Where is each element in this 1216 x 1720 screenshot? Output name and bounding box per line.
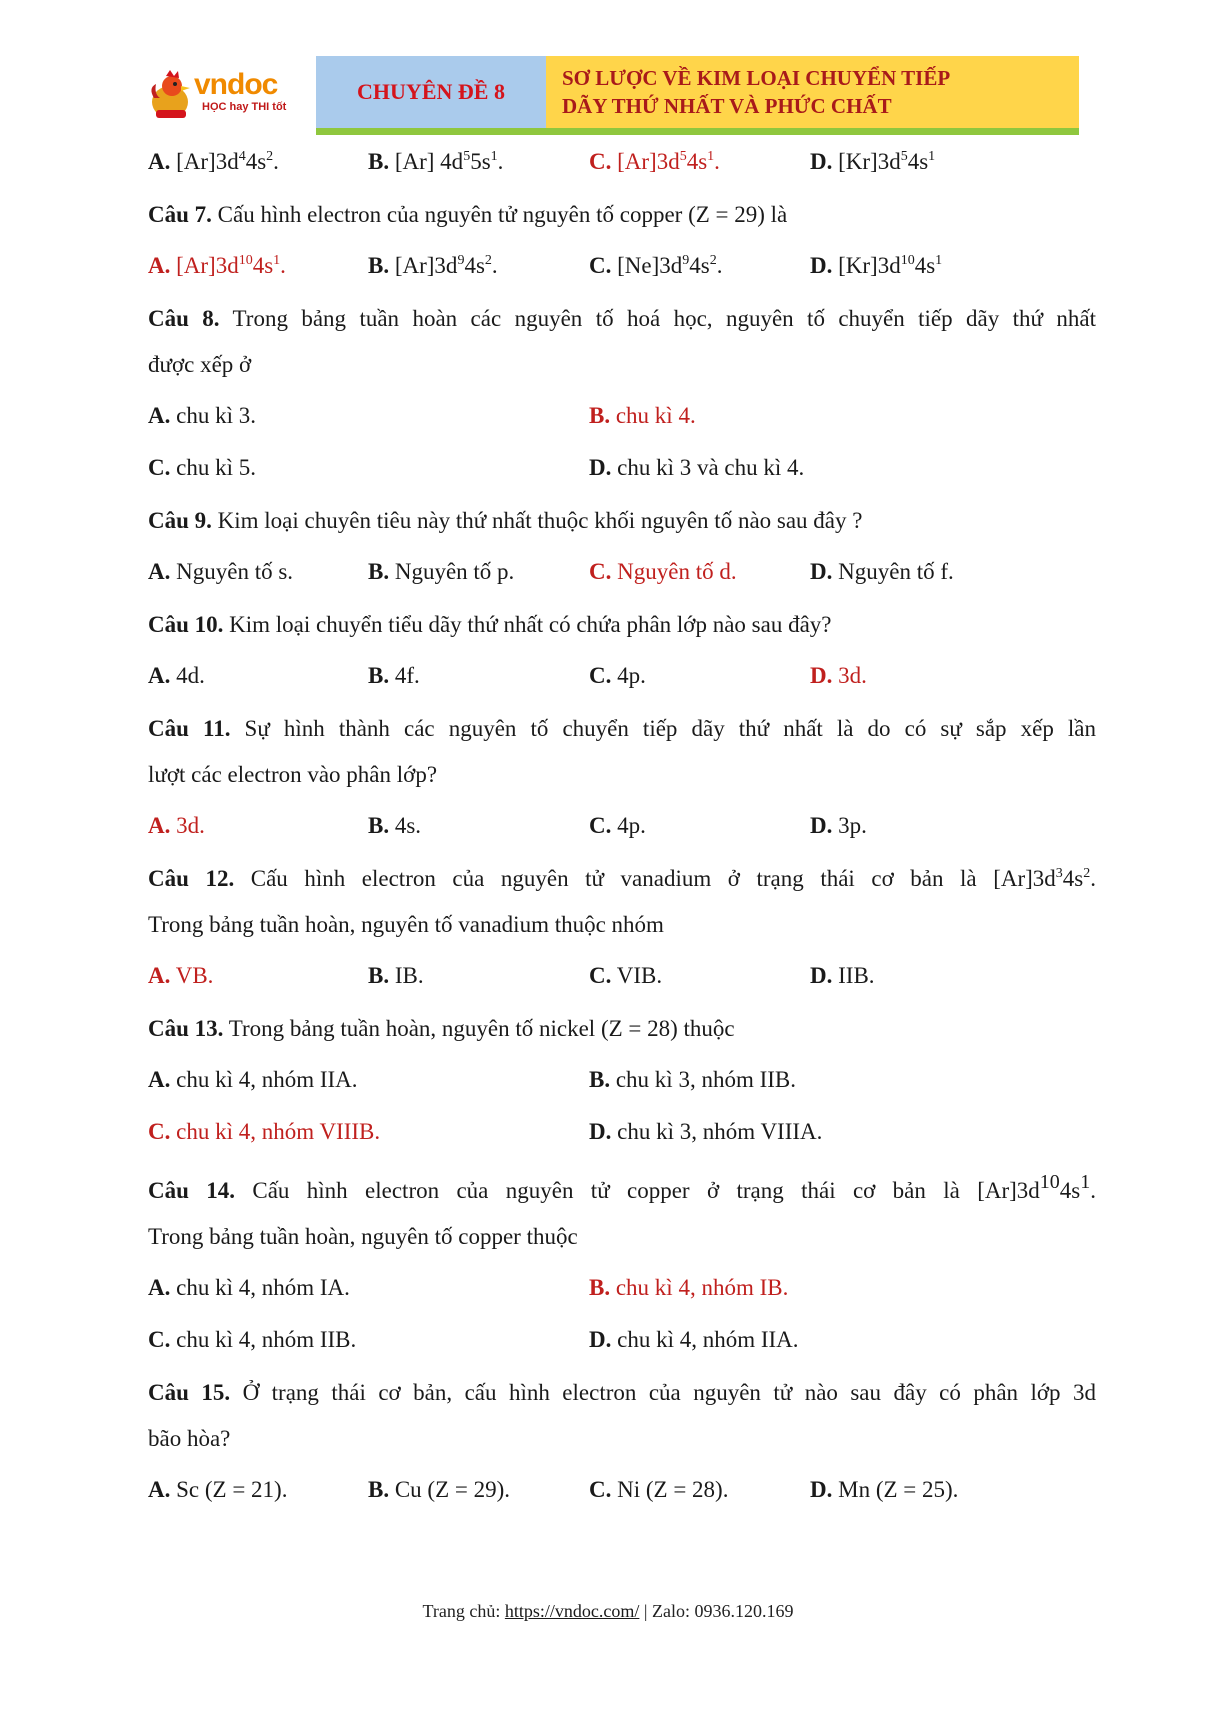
q8-stem-line1: Câu 8. Trong bảng tuần hoàn các nguyên tố hoá học, nguyên tố chuyển tiếp dãy thứ nhất: [148, 306, 1097, 331]
q11-option-b: B. 4s.: [368, 813, 422, 838]
q15-stem-line1: Câu 15. Ở trạng thái cơ bản, cấu hình electron của nguyên tử nào sau đây có phân lớp 3d: [148, 1380, 1096, 1405]
q7-option-c: C. $[Ne]3d^94s^2$.: [589, 253, 723, 278]
q7-option-b: B. $[Ar]3d^94s^2$.: [368, 253, 498, 278]
q15-options: [148, 1468, 1096, 1520]
q8-option-a: A. chu kì 3.: [148, 403, 256, 428]
q8-option-d: D. chu kì 3 và chu kì 4.: [589, 455, 805, 480]
q8-options-row2: [148, 446, 1096, 498]
q15-option-b: B. Cu (Z = 29).: [368, 1477, 511, 1502]
q12-option-c: C. VIB.: [589, 963, 663, 988]
q13-stem: Câu 13. Trong bảng tuần hoàn, nguyên tố nickel (Z = 28) thuộc: [148, 1016, 735, 1041]
q9-option-a: A. Nguyên tố s.: [148, 559, 294, 584]
q8-option-b: B. chu kì 4.: [589, 403, 696, 428]
q6-options: [148, 140, 1096, 192]
q11-options: [148, 804, 1096, 856]
q13-option-c: C. chu kì 4, nhóm VIIIB.: [148, 1119, 381, 1144]
q13-option-d: D. chu kì 3, nhóm VIIIA.: [589, 1119, 823, 1144]
q12-stem-line1: Câu 12. Cấu hình electron của nguyên tử vanadium ở trạng thái cơ bản là $[Ar]3d^34s^2$.: [148, 866, 1096, 891]
q10-stem: Câu 10. Kim loại chuyển tiểu dãy thứ nhất có chứa phân lớp nào sau đây?: [148, 612, 832, 637]
vndoc-logo[interactable]: [146, 56, 314, 136]
chapter-label: CHUYÊN ĐỀ 8: [316, 56, 546, 128]
q15-option-d: D. Mn (Z = 25).: [810, 1477, 959, 1502]
q11-stem-line2: lượt các electron vào phân lớp?: [148, 762, 438, 787]
q12-stem-line2: Trong bảng tuần hoàn, nguyên tố vanadium thuộc nhóm: [148, 912, 664, 937]
q8-stem-line2: được xếp ở: [148, 352, 252, 377]
q7-option-a: A. $[Ar]3d^{10}4s^1$.: [148, 253, 286, 278]
q11-stem-line1: Câu 11. Sự hình thành các nguyên tố chuyển tiếp dãy thứ nhất là do có sự sắp xếp lần: [148, 716, 1097, 741]
q12-option-d: D. IIB.: [810, 963, 875, 988]
q14-option-a: A. chu kì 4, nhóm IA.: [148, 1275, 350, 1300]
q14-option-b: B. chu kì 4, nhóm IB.: [589, 1275, 789, 1300]
rooster-icon: [146, 68, 194, 124]
q15-option-c: C. Ni (Z = 28).: [589, 1477, 729, 1502]
q14-option-c: C. chu kì 4, nhóm IIB.: [148, 1327, 357, 1352]
q10-option-d: D. 3d.: [810, 663, 867, 688]
logo-slogan: HỌC hay THI tốt: [202, 101, 287, 113]
q11-option-d: D. 3p.: [810, 813, 867, 838]
footer-suffix: | Zalo: 0936.120.169: [639, 1601, 794, 1621]
q9-option-d: D. Nguyên tố f.: [810, 559, 954, 584]
q14-options-row1: [148, 1266, 1096, 1318]
q6-option-b: B. [Ar] $4d^55s^1$.: [368, 149, 504, 174]
q6-option-a: A. $[Ar]3d^44s^2$.: [148, 149, 279, 174]
chapter-title-line1: SƠ LƯỢC VỀ KIM LOẠI CHUYỂN TIẾP: [562, 66, 951, 90]
q13-options-row2: [148, 1110, 1096, 1168]
footer-prefix: Trang chủ:: [422, 1601, 505, 1621]
q12-options: [148, 954, 1096, 1006]
q10-option-b: B. 4f.: [368, 663, 420, 688]
q8-option-c: C. chu kì 5.: [148, 455, 256, 480]
q7-options: [148, 244, 1096, 296]
q7-option-d: D. $[Kr]3d^{10}4s^1$: [810, 253, 943, 278]
footer-link[interactable]: https://vndoc.com/: [504, 1601, 640, 1621]
q10-options: [148, 654, 1096, 706]
q10-option-a: A. 4d.: [148, 663, 205, 688]
q15-stem-line2: bão hòa?: [148, 1426, 231, 1451]
q7-stem: Câu 7. Cấu hình electron của nguyên tử nguyên tố copper (Z = 29) là: [148, 202, 788, 227]
logo-brand: vndoc: [194, 68, 278, 101]
question-list: [148, 140, 1096, 1520]
q13-option-b: B. chu kì 3, nhóm IIB.: [589, 1067, 796, 1092]
q6-option-d: D. $[Kr]3d^54s^1$: [810, 149, 936, 174]
q15-option-a: A. Sc (Z = 21).: [148, 1477, 288, 1502]
q8-options-row1: [148, 394, 1096, 446]
q9-options: [148, 550, 1096, 602]
q11-option-a: A. 3d.: [148, 813, 205, 838]
chapter-title-line2: DÃY THỨ NHẤT VÀ PHỨC CHẤT: [562, 94, 892, 118]
q13-options-row1: [148, 1058, 1096, 1110]
q9-option-b: B. Nguyên tố p.: [368, 559, 515, 584]
header-divider: [316, 128, 1079, 135]
page-footer: [0, 1601, 1216, 1622]
chapter-title: [546, 56, 1079, 128]
q9-option-c: C. Nguyên tố d.: [589, 559, 737, 584]
q10-option-c: C. 4p.: [589, 663, 646, 688]
q14-options-row2: [148, 1318, 1096, 1370]
q6-option-c: C. $[Ar]3d^54s^1$.: [589, 149, 720, 174]
q9-stem: Câu 9. Kim loại chuyên tiêu này thứ nhất thuộc khối nguyên tố nào sau đây ?: [148, 508, 863, 533]
q14-stem-line1: Câu 14. Cấu hình electron của nguyên tử copper ở trạng thái cơ bản là $[Ar]3d^{10}4s^1$.: [148, 1171, 1096, 1203]
q12-option-b: B. IB.: [368, 963, 424, 988]
q14-stem-line2: Trong bảng tuần hoàn, nguyên tố copper thuộc: [148, 1224, 578, 1249]
q11-option-c: C. 4p.: [589, 813, 646, 838]
q12-option-a: A. VB.: [148, 963, 214, 988]
q14-option-d: D. chu kì 4, nhóm IIA.: [589, 1327, 799, 1352]
page-header: [146, 56, 1079, 140]
q13-option-a: A. chu kì 4, nhóm IIA.: [148, 1067, 358, 1092]
